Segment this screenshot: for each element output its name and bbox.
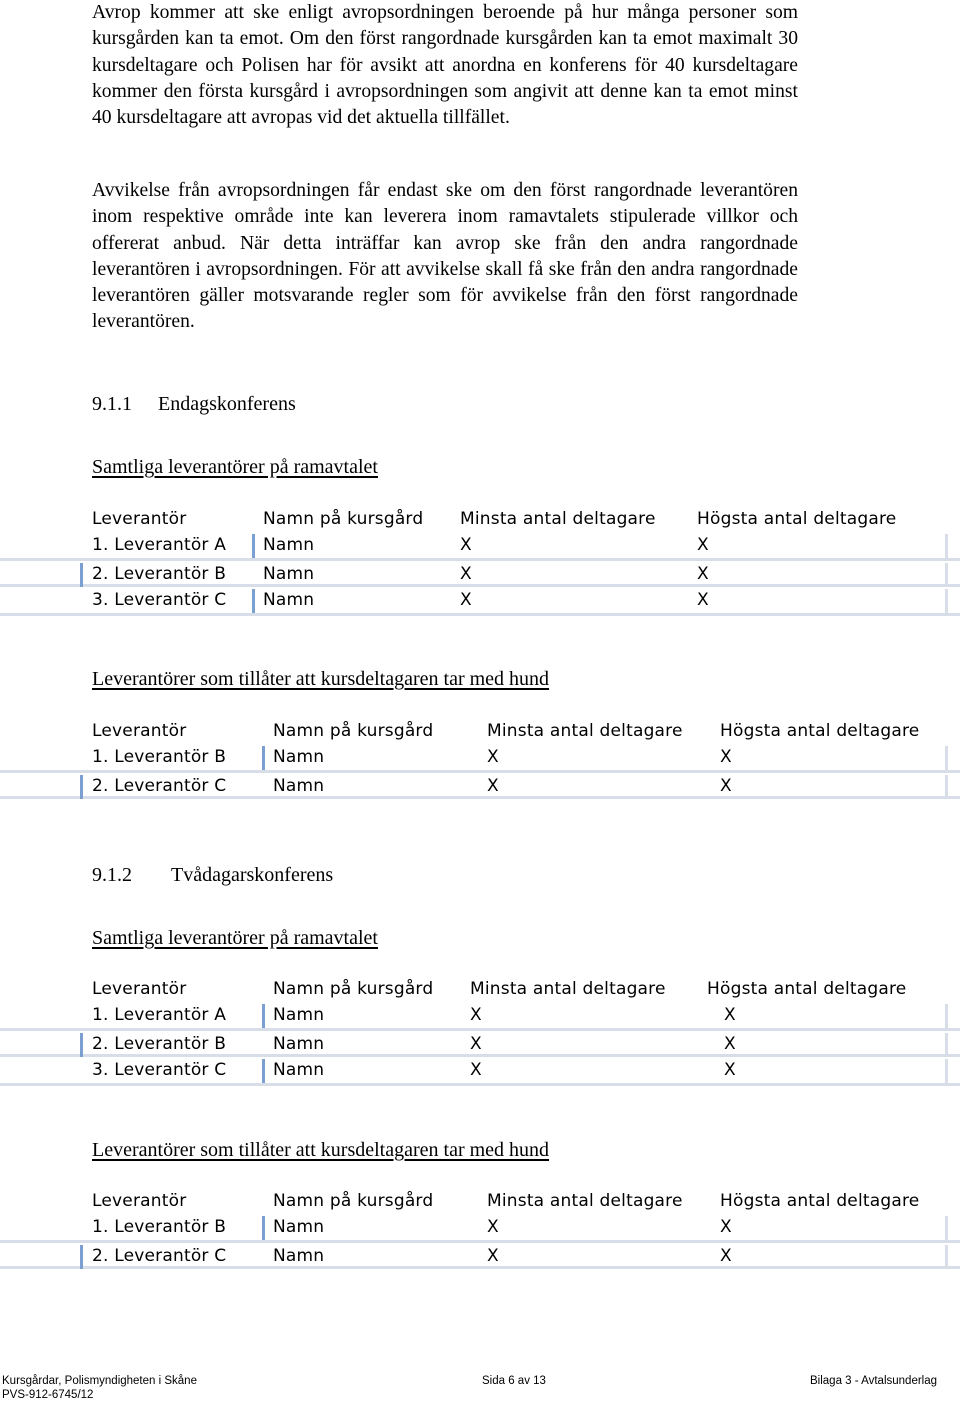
column-header: Namn på kursgård <box>273 1191 434 1211</box>
column-header: Namn på kursgård <box>273 979 434 999</box>
suppliers-table-2 <box>0 976 960 1086</box>
min-participants-cell: X <box>487 747 499 767</box>
max-participants-cell: X <box>697 564 709 584</box>
supplier-cell: 3. Leverantör C <box>92 1060 227 1080</box>
table-row <box>0 744 960 773</box>
footer-document-id: PVS-912-6745/12 <box>2 1389 94 1401</box>
min-participants-cell: X <box>460 564 472 584</box>
min-participants-cell: X <box>470 1060 482 1080</box>
table-header-row <box>0 718 960 744</box>
column-header: Minsta antal deltagare <box>487 1191 683 1211</box>
intro-paragraph: Avrop kommer att ske enligt avropsordningen beroende på hur många personer som kursgården kan ta emot. Om den först rangordnade kursgården kan ta emot maximalt 30 kursdeltagare och Polisen har för avsikt att anordna en konferens för 40 kursdeltagare kommer den första kursgård i avropsordningen som angivit att denne kan ta emot minst 40 kursdeltagare att avropas vid det aktuella tillfället. <box>92 2 798 129</box>
suppliers-table-1 <box>0 506 960 616</box>
venue-name-cell: Namn <box>273 747 325 767</box>
min-participants-cell: X <box>470 1005 482 1025</box>
min-participants-cell: X <box>460 590 472 610</box>
dog-suppliers-table-1 <box>0 718 960 799</box>
section-number: 9.1.1 <box>92 393 132 415</box>
column-header: Namn på kursgård <box>273 721 434 741</box>
column-header: Leverantör <box>92 1191 187 1211</box>
table-row <box>0 532 960 561</box>
max-participants-cell: X <box>724 1005 736 1025</box>
max-participants-cell: X <box>697 590 709 610</box>
table-heading-dog-allowed-1: Leverantörer som tillåter att kursdeltagaren tar med hund <box>92 668 550 690</box>
supplier-cell: 2. Leverantör C <box>92 776 227 796</box>
supplier-cell: 1. Leverantör A <box>92 535 227 555</box>
venue-name-cell: Namn <box>273 1005 325 1025</box>
max-participants-cell: X <box>697 535 709 555</box>
table-header-row <box>0 506 960 532</box>
venue-name-cell: Namn <box>273 1034 325 1054</box>
table-heading-all-suppliers-2: Samtliga leverantörer på ramavtalet <box>92 927 378 949</box>
table-header-row <box>0 1188 960 1214</box>
venue-name-cell: Namn <box>263 564 315 584</box>
column-header: Leverantör <box>92 721 187 741</box>
table-row <box>0 1031 960 1057</box>
table-header-row <box>0 976 960 1002</box>
supplier-cell: 3. Leverantör C <box>92 590 227 610</box>
table-row <box>0 587 960 616</box>
supplier-cell: 1. Leverantör B <box>92 1217 227 1237</box>
max-participants-cell: X <box>724 1060 736 1080</box>
section-title: Endagskonferens <box>158 393 296 415</box>
section-title: Tvådagarskonferens <box>171 864 334 886</box>
section-heading-9-1-1 <box>92 391 296 417</box>
column-header: Leverantör <box>92 509 187 529</box>
min-participants-cell: X <box>460 535 472 555</box>
max-participants-cell: X <box>720 747 732 767</box>
venue-name-cell: Namn <box>273 1217 325 1237</box>
max-participants-cell: X <box>720 1217 732 1237</box>
table-heading-dog-allowed-2: Leverantörer som tillåter att kursdeltagaren tar med hund <box>92 1139 550 1161</box>
min-participants-cell: X <box>470 1034 482 1054</box>
column-header: Högsta antal deltagare <box>720 721 920 741</box>
venue-name-cell: Namn <box>273 1246 325 1266</box>
section-heading-9-1-2 <box>92 862 333 888</box>
table-row <box>0 773 960 799</box>
table-heading-all-suppliers-1: Samtliga leverantörer på ramavtalet <box>92 456 378 478</box>
column-header: Högsta antal deltagare <box>697 509 897 529</box>
venue-name-cell: Namn <box>263 590 315 610</box>
table-row <box>0 1214 960 1243</box>
supplier-cell: 2. Leverantör C <box>92 1246 227 1266</box>
venue-name-cell: Namn <box>273 1060 325 1080</box>
footer-attachment: Bilaga 3 - Avtalsunderlag <box>810 1375 938 1387</box>
min-participants-cell: X <box>487 776 499 796</box>
max-participants-cell: X <box>724 1034 736 1054</box>
column-header: Minsta antal deltagare <box>487 721 683 741</box>
supplier-cell: 1. Leverantör B <box>92 747 227 767</box>
dog-suppliers-table-2 <box>0 1188 960 1269</box>
supplier-cell: 1. Leverantör A <box>92 1005 227 1025</box>
max-participants-cell: X <box>720 776 732 796</box>
column-header: Högsta antal deltagare <box>720 1191 920 1211</box>
section-number: 9.1.2 <box>92 864 132 886</box>
footer-page-number: Sida 6 av 13 <box>482 1375 546 1387</box>
table-row <box>0 561 960 587</box>
min-participants-cell: X <box>487 1246 499 1266</box>
column-header: Leverantör <box>92 979 187 999</box>
supplier-cell: 2. Leverantör B <box>92 1034 227 1054</box>
table-row <box>0 1243 960 1269</box>
column-header: Minsta antal deltagare <box>460 509 656 529</box>
venue-name-cell: Namn <box>263 535 315 555</box>
table-row <box>0 1002 960 1031</box>
supplier-cell: 2. Leverantör B <box>92 564 227 584</box>
column-header: Minsta antal deltagare <box>470 979 666 999</box>
max-participants-cell: X <box>720 1246 732 1266</box>
min-participants-cell: X <box>487 1217 499 1237</box>
footer-organization: Kursgårdar, Polismyndigheten i Skåne <box>2 1375 197 1387</box>
column-header: Högsta antal deltagare <box>707 979 907 999</box>
venue-name-cell: Namn <box>273 776 325 796</box>
table-row <box>0 1057 960 1086</box>
column-header: Namn på kursgård <box>263 509 424 529</box>
deviation-paragraph: Avvikelse från avropsordningen får endast ske om den först rangordnade leverantören inom respektive område inte kan leverera inom ramavtalets stipulerade villkor och offererat anbud. När detta inträffar kan avrop ske från den andra rangordnade leverantören i avropsordningen. För att avvikelse skall få ske från den andra rangordnade leverantören gäller motsvarande regler som för avvikelse från den först rangordnade leverantören. <box>92 180 798 333</box>
